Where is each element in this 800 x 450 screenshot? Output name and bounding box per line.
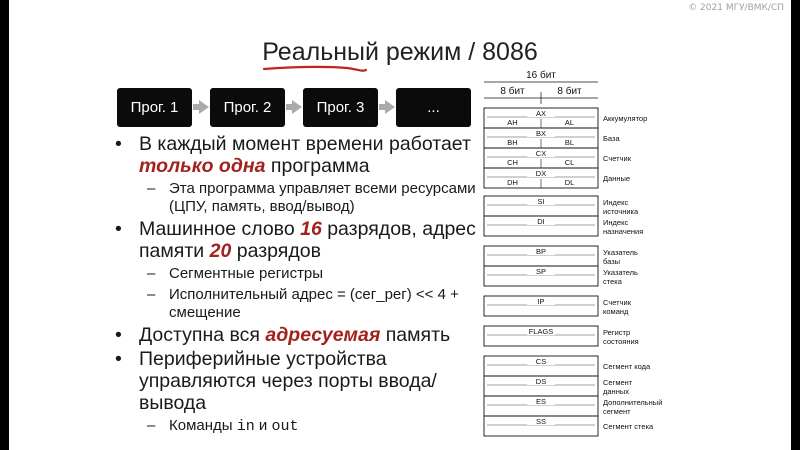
register-name: DX bbox=[535, 169, 547, 178]
sub-bullet-item bbox=[113, 180, 483, 216]
width-label: 16 бит bbox=[526, 70, 556, 81]
register-description: Указатель bbox=[603, 268, 638, 277]
bullet-item bbox=[113, 218, 483, 262]
half-width-label: 8 бит bbox=[500, 86, 525, 97]
register-name: DS bbox=[535, 377, 547, 386]
sub-bullet-item bbox=[113, 265, 483, 283]
bullet-text: Исполнительный адрес = (сег_рег) << 4 + смещение bbox=[169, 286, 459, 321]
bullet-text: Сегментные регистры bbox=[169, 265, 324, 282]
register-name: CX bbox=[535, 149, 547, 158]
half-width-label: 8 бит bbox=[557, 86, 582, 97]
copyright: © 2021 МГУ/ВМК/СП bbox=[688, 3, 784, 13]
bullet-text: В каждый момент времени работает bbox=[139, 133, 471, 155]
bullet-item bbox=[113, 324, 483, 346]
bullet-text: Машинное слово bbox=[139, 218, 301, 240]
register-name: IP bbox=[537, 297, 545, 306]
program-box: Прог. 3 bbox=[303, 88, 378, 127]
dash-marker: – bbox=[147, 265, 156, 282]
register-description: Сегмент стека bbox=[603, 422, 654, 431]
program-box: Прог. 1 bbox=[117, 88, 192, 127]
slide-title: Реальный режим / 8086 bbox=[262, 38, 538, 66]
arrow-right-icon bbox=[292, 100, 302, 114]
register-description: Индекс bbox=[603, 198, 629, 207]
emphasis-text: 20 bbox=[209, 240, 232, 262]
register-name: BP bbox=[535, 247, 547, 256]
bullet-text: Периферийные устройства управляются через порты ввода/вывода bbox=[139, 348, 437, 414]
register-description: Сегмент bbox=[603, 378, 633, 387]
emphasis-text: адресуемая bbox=[265, 324, 381, 346]
register-description: стека bbox=[603, 277, 622, 286]
bullet-text: Доступна вся bbox=[139, 324, 266, 346]
register-low-byte: CL bbox=[564, 158, 575, 167]
bullet-text: разрядов, адрес памяти bbox=[139, 218, 476, 262]
code-text: in bbox=[236, 418, 255, 435]
code-text: out bbox=[271, 418, 299, 435]
register-high-byte: AH bbox=[507, 118, 518, 127]
bullet-text: и bbox=[254, 417, 272, 434]
title-underline-mark bbox=[262, 60, 382, 76]
register-name: AX bbox=[535, 109, 547, 118]
register-description: назначения bbox=[603, 227, 644, 236]
sub-bullet-item bbox=[113, 286, 483, 322]
emphasis-text: 16 bbox=[300, 218, 322, 240]
register-description: Аккумулятор bbox=[603, 114, 648, 123]
register-description: сегмент bbox=[603, 407, 631, 416]
register-name: ES bbox=[535, 397, 547, 406]
register-description: Индекс bbox=[603, 218, 629, 227]
register-description: базы bbox=[603, 257, 621, 266]
arrow-right-icon bbox=[199, 100, 209, 114]
register-low-byte: AL bbox=[564, 118, 575, 127]
register-description: состояния bbox=[603, 337, 639, 346]
register-name: CS bbox=[535, 357, 547, 366]
register-high-byte: BH bbox=[507, 138, 518, 147]
arrow-right-icon bbox=[385, 100, 395, 114]
bullet-item bbox=[113, 133, 483, 177]
bullet-text: Команды bbox=[169, 417, 237, 434]
register-description: данных bbox=[603, 387, 629, 396]
bullet-text: программа bbox=[265, 155, 370, 177]
program-box: Прог. 2 bbox=[210, 88, 285, 127]
bullet-list bbox=[113, 131, 483, 438]
register-low-byte: BL bbox=[564, 138, 575, 147]
register-low-byte: DL bbox=[564, 178, 575, 187]
register-description: Данные bbox=[603, 174, 631, 183]
bullet-text: разрядов bbox=[231, 240, 321, 262]
dash-marker: – bbox=[147, 180, 156, 197]
bullet-item bbox=[113, 348, 483, 414]
register-name: SP bbox=[535, 267, 547, 276]
sub-bullet-item bbox=[113, 417, 483, 436]
register-description: Дополнительный bbox=[603, 398, 663, 407]
dash-marker: – bbox=[147, 417, 156, 434]
bullet-text: память bbox=[380, 324, 451, 346]
register-description: Указатель bbox=[603, 248, 638, 257]
register-name: DI bbox=[537, 217, 545, 226]
register-high-byte: DH bbox=[507, 178, 518, 187]
left-frame-bar bbox=[0, 0, 9, 450]
register-name: SS bbox=[535, 417, 547, 426]
register-description: команд bbox=[603, 307, 629, 316]
register-name: FLAGS bbox=[528, 327, 554, 336]
register-diagram bbox=[472, 68, 682, 438]
right-frame-bar bbox=[791, 0, 800, 450]
dash-marker: – bbox=[147, 286, 156, 303]
register-description: База bbox=[603, 134, 620, 143]
register-description: Сегмент кода bbox=[603, 362, 651, 371]
program-box: ... bbox=[396, 88, 471, 127]
bullet-text: Эта программа управляет всеми ресурсами (ЦПУ, память, ввод/вывод) bbox=[169, 180, 476, 215]
register-name: BX bbox=[535, 129, 547, 138]
register-description: Регистр bbox=[603, 328, 631, 337]
register-description: источника bbox=[603, 207, 639, 216]
emphasis-text: только одна bbox=[139, 155, 266, 177]
register-name: SI bbox=[537, 197, 545, 206]
register-high-byte: CH bbox=[507, 158, 518, 167]
register-description: Счетчик bbox=[603, 298, 631, 307]
register-description: Счетчик bbox=[603, 154, 631, 163]
